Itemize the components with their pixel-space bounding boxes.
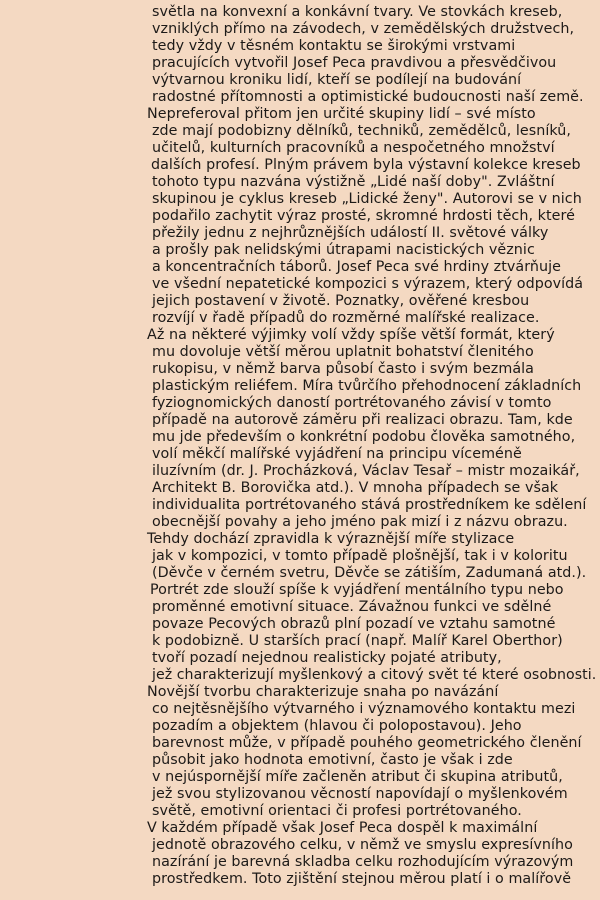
text-line: Tehdy dochází zpravidla k výraznější míře stylizace — [147, 531, 515, 547]
text-line: Architekt B. Borovička atd.). V mnoha případech se však — [152, 480, 559, 496]
text-line: individualita portrétovaného stává prostředníkem ke sdělení — [152, 497, 587, 513]
text-line: k podobizně. U starších prací (např. Malíř Karel Oberthor) — [152, 633, 563, 649]
text-line: skupinou je cyklus kreseb „Lidické ženy". Autorovi se v nich — [152, 191, 582, 207]
text-line: co nejtěsnějšího výtvarného i významového kontaktu mezi — [152, 701, 576, 717]
text-line: Novější tvorbu charakterizuje snaha po navázání — [147, 684, 499, 700]
text-line: světla na konvexní a konkávní tvary. Ve stovkách kreseb, — [152, 4, 563, 20]
text-line: výtvarnou kroniku lidí, kteří se podílejí na budování — [152, 72, 522, 88]
text-line: tedy vždy v těsném kontaktu se širokými vrstvami — [152, 38, 516, 54]
text-line: jejich postavení v životě. Poznatky, ověřené kresbou — [152, 293, 530, 309]
text-line: mu jde především o konkrétní podobu člověka samotného, — [152, 429, 576, 445]
text-line: tvoří pozadí nejednou realisticky pojaté atributy, — [152, 650, 502, 666]
text-line: povaze Pecových obrazů plní pozadí ve vztahu samotné — [152, 616, 556, 632]
text-line: pracujících vytvořil Josef Peca pravdivou a přesvědčivou — [152, 55, 557, 71]
text-line: jež svou stylizovanou věcností napovídají o myšlenkovém — [152, 786, 568, 802]
text-line: učitelů, kulturních pracovníků a nespočetného množství — [152, 140, 555, 156]
text-line: vzniklých přímo na závodech, v zemědělských družstvech, — [152, 21, 575, 37]
text-line: iluzívním (dr. J. Procházková, Václav Tesař – mistr mozaikář, — [152, 463, 580, 479]
text-line: a koncentračních táborů. Josef Peca své hrdiny ztvárňuje — [152, 259, 561, 275]
text-line: volí měkčí malířské vyjádření na principu víceméně — [152, 446, 522, 462]
text-line: jak v kompozici, v tomto případě plošnější, tak i v koloritu — [152, 548, 568, 564]
text-line: plastickým reliéfem. Míra tvůrčího přehodnocení základních — [152, 378, 582, 394]
text-line: radostné přítomnosti a optimistické budoucnosti naší země. — [152, 89, 584, 105]
text-line: zde mají podobizny dělníků, techniků, zemědělců, lesníků, — [152, 123, 571, 139]
text-line: proměnné emotivní situace. Závažnou funkci ve sdělné — [152, 599, 552, 615]
text-line: tohoto typu nazvána výstižně „Lidé naší doby". Zvláštní — [152, 174, 555, 190]
text-line: dalších profesí. Plným právem byla výstavní kolekce kreseb — [151, 157, 581, 173]
text-line: barevnost může, v případě pouhého geometrického členění — [152, 735, 582, 751]
text-line: působit jako hodnota emotivní, často je však i zde — [152, 752, 513, 768]
text-line: (Děvče v černém svetru, Děvče se zátiším, Zadumaná atd.). — [152, 565, 587, 581]
text-line: jež charakterizují myšlenkový a citový svět té které osobnosti. — [152, 667, 597, 683]
text-line: nazírání je barevná skladba celku rozhodujícím výrazovým — [152, 854, 574, 870]
text-line: Portrét zde slouží spíše k vyjádření mentálního typu nebo — [150, 582, 564, 598]
text-line: prostředkem. Toto zjištění stejnou měrou platí i o malířově — [152, 871, 572, 887]
text-line: rozvíjí v řadě případů do rozměrné malířské realizace. — [152, 310, 540, 326]
text-line: mu dovoluje větší měrou uplatnit bohatství členitého — [152, 344, 534, 360]
text-line: V každém případě však Josef Peca dospěl k maximální — [147, 820, 538, 836]
text-line: pozadím a objektem (hlavou či polopostavou). Jeho — [152, 718, 522, 734]
text-line: přežily jednu z nejhrůznějších událostí II. světové války — [152, 225, 549, 241]
text-line: v nejúspornější míře začleněn atribut či skupina atributů, — [152, 769, 563, 785]
text-line: rukopisu, v němž barva působí často i svým bezmála — [152, 361, 534, 377]
text-line: ve všední nepatetické kompozici s výrazem, který odpovídá — [152, 276, 584, 292]
text-line: a prošly pak nelidskými útrapami nacistických věznic — [152, 242, 535, 258]
text-line: Až na některé výjimky volí vždy spíše větší formát, který — [147, 327, 555, 343]
text-line: obecnější povahy a jeho jméno pak mizí i z názvu obrazu. — [152, 514, 568, 530]
text-line: případě na autorově záměru při realizaci obrazu. Tam, kde — [152, 412, 573, 428]
text-line: světě, emotivní orientaci či profesi portrétovaného. — [152, 803, 522, 819]
text-line: podařilo zachytit výraz prosté, skromné hrdosti těch, které — [152, 208, 575, 224]
text-line: fyziognomických daností portrétovaného závisí v tomto — [152, 395, 552, 411]
text-line: Nepreferoval přitom jen určité skupiny lidí – své místo — [147, 106, 536, 122]
text-line: jednotě obrazového celku, v němž ve smyslu expresívního — [152, 837, 573, 853]
